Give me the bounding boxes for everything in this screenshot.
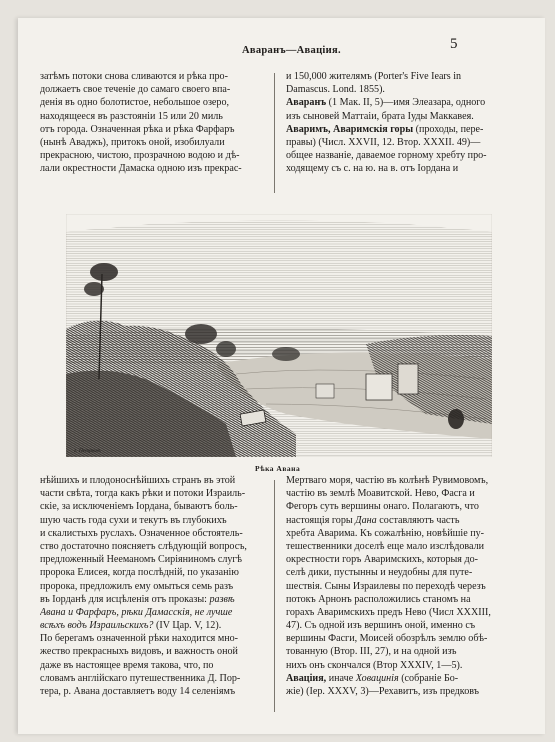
engraving-river-abana	[66, 214, 492, 457]
column-left-top	[40, 70, 263, 176]
body-text: части свѣта, тогда какъ рѣки и потоки Израиль-	[40, 488, 246, 500]
text-line	[40, 83, 263, 96]
body-text: скiе, за исключенiемъ Iордана, бываютъ боль-	[40, 501, 238, 513]
text-line	[40, 593, 263, 606]
body-text: тера, р. Авана доставляетъ воду 14 селенiямъ	[40, 686, 236, 697]
text-line	[286, 487, 508, 500]
text-line	[40, 96, 263, 109]
column-left-bottom	[40, 474, 263, 698]
body-text: (собранiе Бо-	[398, 672, 459, 684]
body-text: частiю въ землѣ Моавитской. Нево, Фасга и	[286, 488, 475, 500]
column-divider-bottom	[274, 480, 275, 712]
running-head: Аваранъ—Авацiия.	[242, 45, 341, 56]
text-line	[286, 70, 508, 83]
text-line	[286, 566, 508, 579]
text-line	[286, 96, 508, 109]
text-line	[40, 500, 263, 513]
text-line	[286, 149, 508, 162]
text-line	[40, 70, 263, 83]
body-text: Фегоръ суть вершины онаго. Полагаютъ, что	[286, 501, 479, 513]
entry-headword: Авацiия,	[286, 672, 327, 684]
italic-text: Дана	[355, 514, 377, 526]
body-text: Damascus. Lond. 1855).	[286, 84, 385, 96]
body-text: тешественники доселѣ еще мало изслѣдовали	[286, 540, 485, 552]
body-text: 47). Съ одной изъ вершинъ оной, именно съ	[286, 620, 476, 632]
text-line	[286, 672, 508, 685]
text-line	[40, 672, 263, 685]
text-line	[286, 632, 508, 645]
text-line	[40, 110, 263, 123]
column-divider-top	[274, 73, 275, 193]
text-line	[40, 685, 263, 698]
italic-text: Ховацинiя	[355, 672, 399, 684]
body-text: словамъ англiйскаго путешественника Д. Пор-	[40, 672, 241, 684]
illustration-caption: Рѣка Авана	[255, 464, 301, 473]
text-line	[286, 162, 508, 175]
body-text: нихъ онъ скончался (Втор XXXIV, 1—5).	[286, 659, 463, 671]
body-text: должаетъ свое теченiе до самаго своего впа-	[40, 84, 231, 96]
body-text: жество прекрасныхъ видовъ, и важность оной	[40, 646, 238, 658]
body-text: тованную (Втор. III, 27), и на одной изъ	[286, 646, 457, 658]
body-text: изъ сыновей Маттаiи, брата Iуды Маккавея.	[286, 110, 474, 122]
text-line	[286, 527, 508, 540]
italic-text: развѣ	[209, 593, 235, 605]
text-line	[286, 580, 508, 593]
body-text: денiя въ одно болотистое, небольшое озеро,	[40, 97, 230, 109]
body-text: иначе	[326, 672, 356, 684]
text-line	[40, 514, 263, 527]
text-line	[286, 645, 508, 658]
body-text: отъ города. Означенная рѣка и рѣка Фарфаръ	[40, 123, 235, 135]
text-line	[40, 149, 263, 162]
column-right-bottom	[286, 474, 508, 698]
body-text: прекрасною, чистою, прозрачною водою и дѣ-	[40, 150, 240, 162]
text-line	[40, 136, 263, 149]
text-line	[40, 619, 263, 632]
body-text: ходящему съ с. на ю. на в. отъ Iордана и	[286, 163, 459, 175]
entry-headword: Аваранъ	[286, 97, 327, 109]
text-line	[40, 632, 263, 645]
text-line	[286, 540, 508, 553]
text-line	[286, 136, 508, 149]
body-text: шую часть года сухи и текутъ въ глубокихъ	[40, 514, 227, 526]
text-line	[40, 659, 263, 672]
body-text: шествiя. Сыны Израилевы по переходѣ черезъ	[286, 580, 486, 592]
body-text: настоящiя горы	[286, 514, 356, 526]
text-line	[286, 606, 508, 619]
body-text: вершины Фасги, Моисей обозрѣлъ землю обѣ-	[286, 633, 488, 645]
page-number: 5	[450, 36, 458, 52]
entry-headword: Аваримъ, Аваримскiя горы	[286, 123, 414, 135]
book-page	[18, 18, 545, 734]
body-text: (1 Мак. II, 5)—имя Элеазара, одного	[326, 97, 486, 109]
body-text: (проходы, пере-	[413, 123, 484, 135]
body-text: и скалистыхъ руслахъ. Означенное обстоятель-	[40, 527, 243, 539]
text-line	[40, 540, 263, 553]
body-text: пророка Елисея, когда послѣднiй, по указанiю	[40, 567, 239, 579]
text-line	[40, 123, 263, 136]
text-line	[40, 645, 263, 658]
text-line	[286, 123, 508, 136]
body-text: жiе) (Iер. XXXV, 3)—Рехавитъ, изъ предковъ	[286, 686, 479, 697]
body-text: ство достаточно поясняетъ слѣдующiй вопросъ,	[40, 540, 247, 552]
body-text: По берегамъ означенной рѣки находится мно-	[40, 633, 239, 645]
body-text: общее названiе, даваемое горному хребту про-	[286, 150, 487, 162]
text-line	[40, 474, 263, 487]
engraver-signature: г. Петрѣвъ	[74, 448, 101, 454]
column-right-top	[286, 70, 508, 176]
body-text: даже въ настоящее время такова, что, по	[40, 659, 214, 671]
text-line	[286, 500, 508, 513]
body-text: пророка, предложилъ ему омыться семь разъ	[40, 580, 234, 592]
text-line	[40, 162, 263, 175]
text-line	[40, 553, 263, 566]
body-text: (IV Цар. V, 12).	[153, 620, 222, 632]
text-line	[40, 527, 263, 540]
italic-text: всѣхъ водъ Израильскихъ?	[40, 620, 154, 632]
body-text: составляютъ часть	[376, 514, 460, 526]
body-text: горахъ Аваримскихъ предъ Нево (Числ XXXIII,	[286, 606, 491, 618]
body-text: предложенный Нееманомъ Сирiяниномъ слугѣ	[40, 554, 243, 566]
body-text: хребта Аварима. Къ сожалѣнiю, новѣйшiе пу-	[286, 527, 485, 539]
body-text: Мертваго моря, частiю въ колѣнѣ Рувимовомъ,	[286, 475, 489, 486]
text-line	[40, 580, 263, 593]
body-text: селѣ дики, пустынны и неудобны для путе-	[286, 567, 473, 579]
body-text: (нынѣ Аваджъ), притокъ оной, изобилуали	[40, 136, 225, 148]
text-line	[286, 553, 508, 566]
text-line	[286, 474, 508, 487]
body-text: правы) (Числ. XXVII, 12. Втор. XXXII. 49)—	[286, 136, 481, 148]
body-text: окрестности горъ Аваримскихъ, которыя до-	[286, 554, 478, 566]
text-line	[286, 685, 508, 698]
body-text: потокъ Арнонъ расположились станомъ на	[286, 593, 471, 605]
text-line	[286, 619, 508, 632]
body-text: лали окрестности Дамаска одною изъ прекрас-	[40, 163, 242, 175]
text-line	[286, 110, 508, 123]
text-line	[286, 593, 508, 606]
text-line	[286, 514, 508, 527]
italic-text: Авана и Фарфаръ, рѣки Дамасскiя, не лучше	[40, 606, 233, 618]
text-line	[40, 566, 263, 579]
body-text: находящееся въ разстоянiи 15 или 20 миль	[40, 110, 223, 122]
body-text: и 150,000 жителямъ (Porter's Five Iears in	[286, 71, 462, 82]
text-line	[40, 606, 263, 619]
text-line	[286, 83, 508, 96]
text-line	[286, 659, 508, 672]
body-text: въ Iорданѣ для исцѣленiя отъ проказы:	[40, 593, 210, 605]
text-line	[40, 487, 263, 500]
body-text: нѣйшихъ и плодоноснѣйшихъ странъ въ этой	[40, 475, 236, 486]
body-text: затѣмъ потоки снова сливаются и рѣка про-	[40, 71, 228, 82]
